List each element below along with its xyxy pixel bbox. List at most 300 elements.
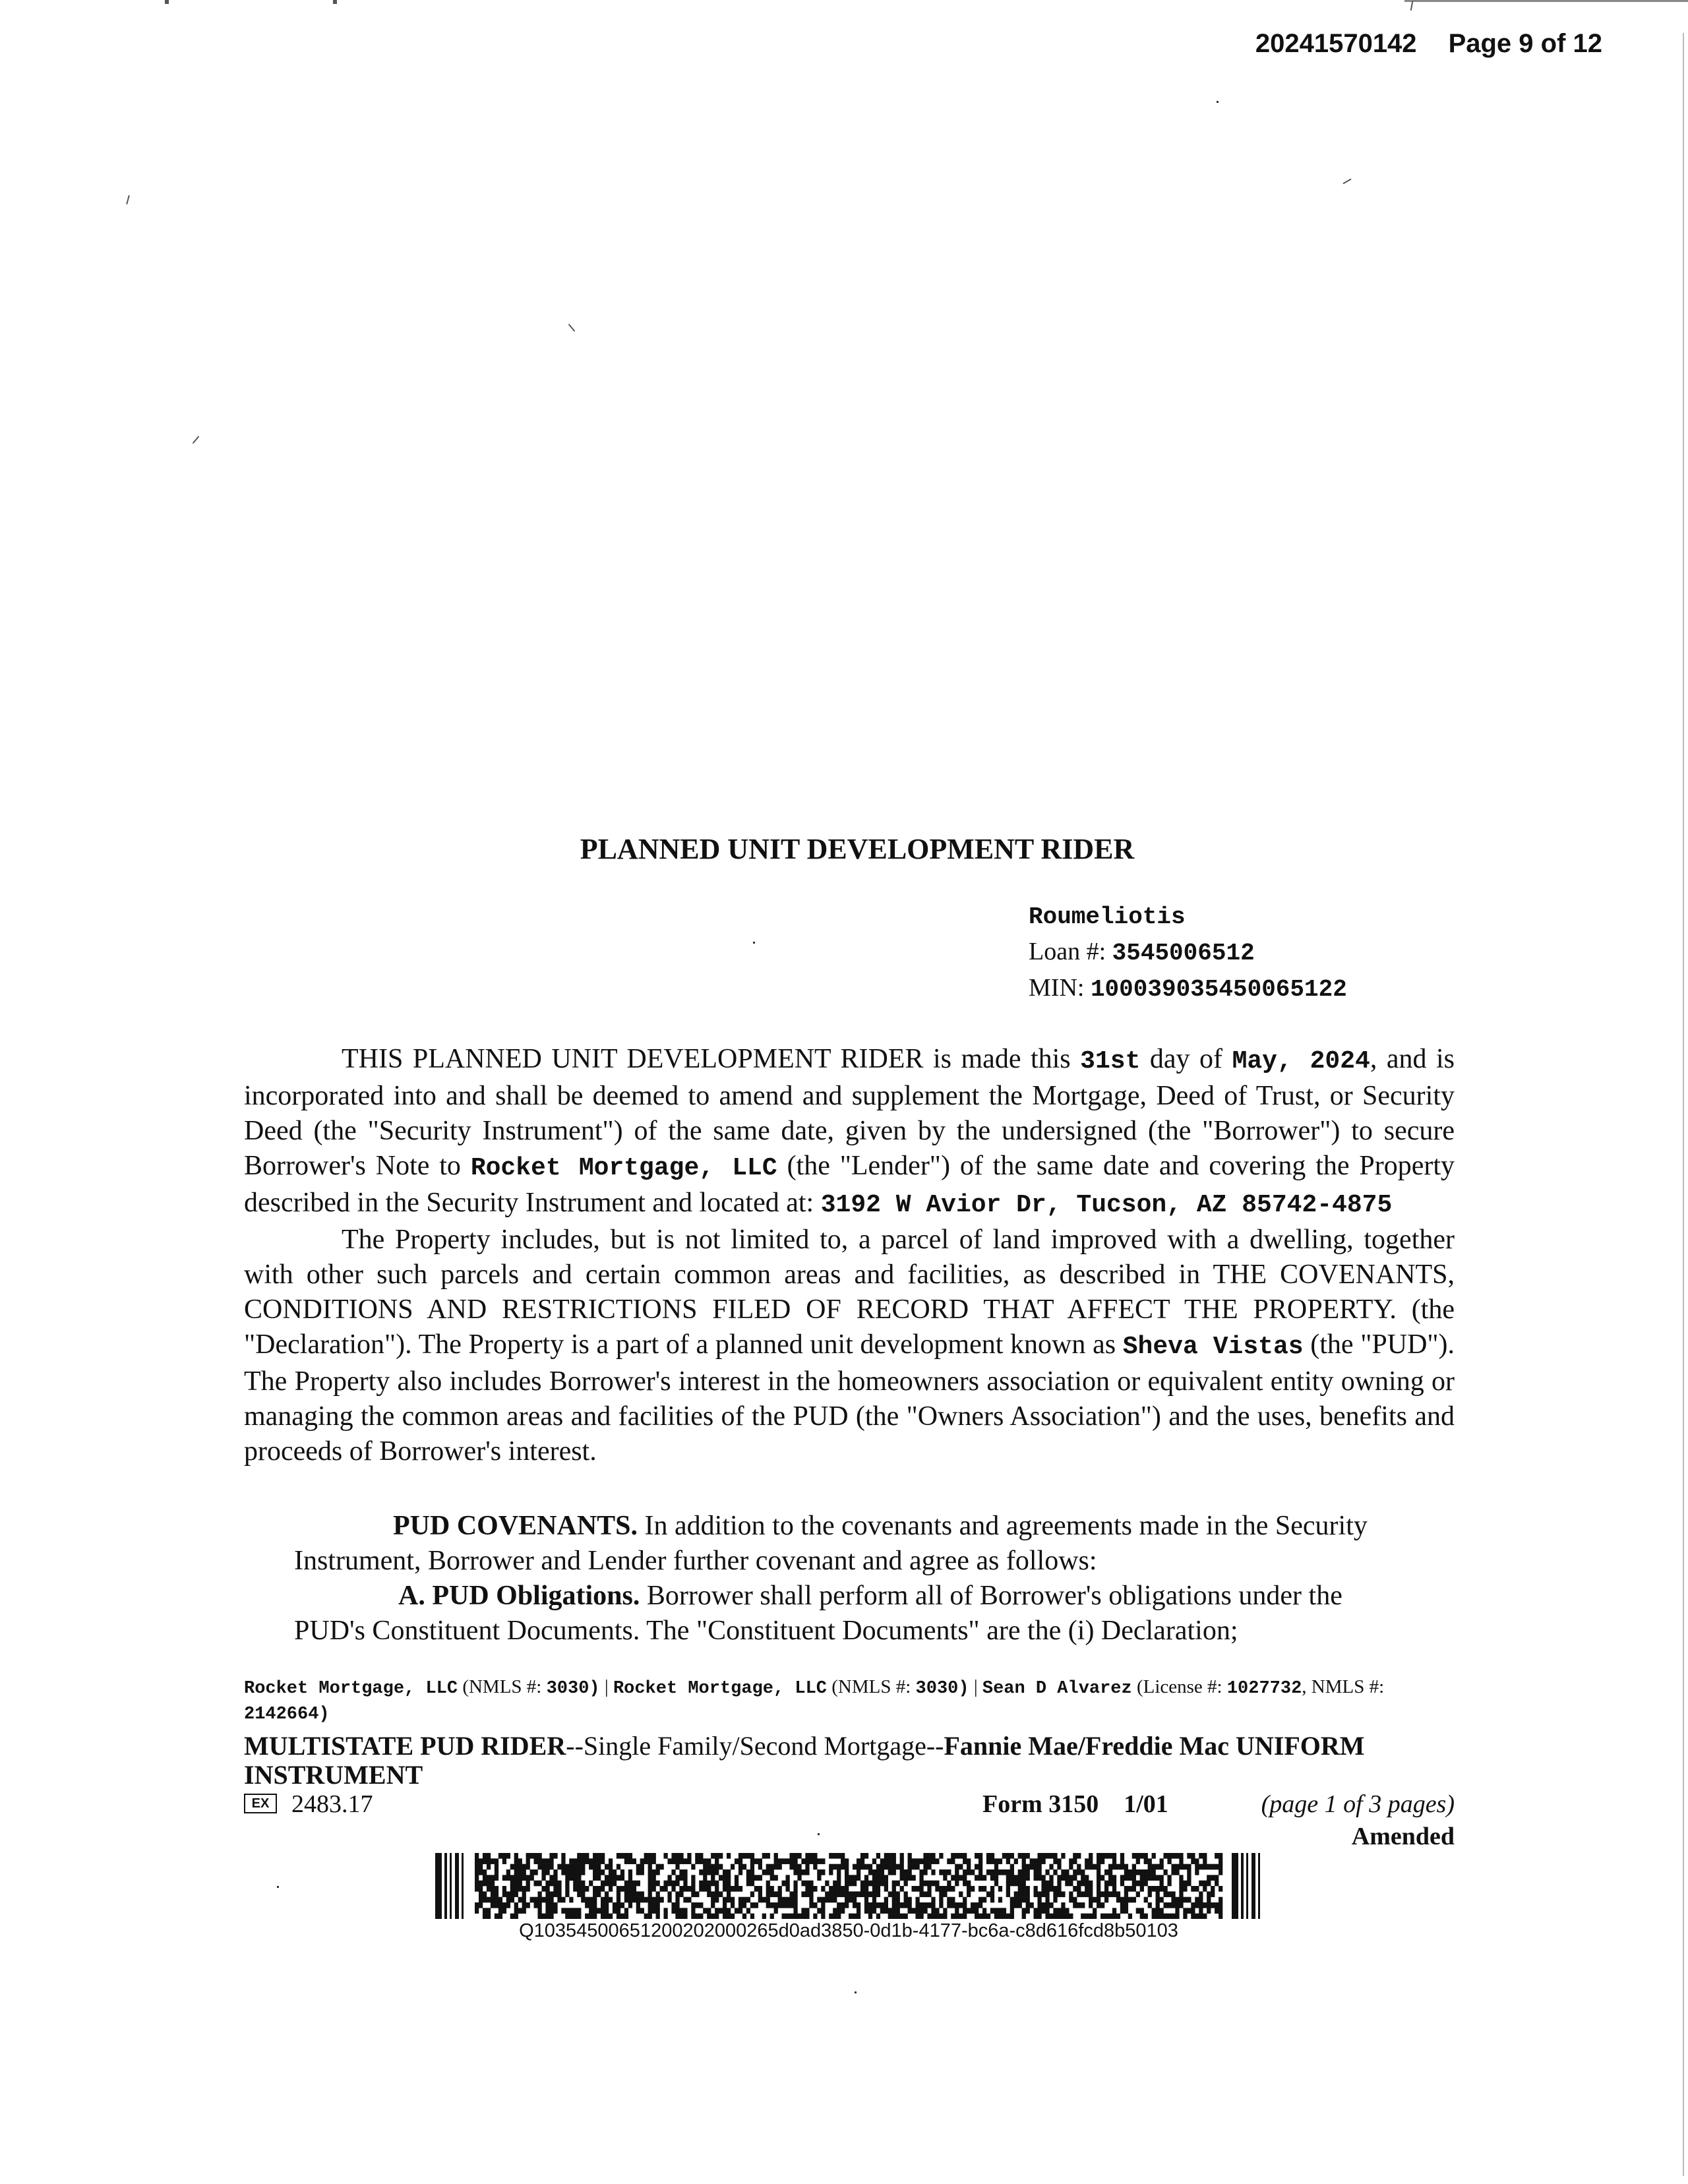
barcode-module (628, 1886, 632, 1892)
barcode-module (789, 1914, 793, 1919)
barcode-module (632, 1881, 636, 1887)
barcode-module (573, 1914, 577, 1919)
barcode-module (1104, 1869, 1108, 1875)
barcode-module (711, 1869, 715, 1875)
barcode-module (1191, 1886, 1195, 1892)
barcode-module (1171, 1864, 1175, 1870)
barcode-module (837, 1875, 841, 1881)
barcode-module (1065, 1869, 1069, 1875)
barcode-module (1045, 1853, 1049, 1859)
barcode-module (900, 1886, 904, 1892)
barcode-module (589, 1908, 593, 1914)
barcode-module (770, 1914, 774, 1919)
barcode-module (491, 1886, 495, 1892)
barcode-module (707, 1908, 711, 1914)
barcode-module (1034, 1891, 1038, 1897)
barcode-module (715, 1891, 719, 1897)
barcode-module (581, 1864, 585, 1870)
barcode-module (487, 1897, 491, 1903)
barcode-module (660, 1886, 664, 1892)
barcode-module (935, 1886, 939, 1892)
barcode-module (1061, 1875, 1065, 1881)
barcode-bar (1251, 1853, 1255, 1919)
barcode-module (530, 1869, 534, 1875)
barcode-module (605, 1864, 609, 1870)
barcode-module (518, 1908, 522, 1914)
amended-label: Amended (1351, 1823, 1455, 1850)
barcode-module (872, 1875, 876, 1881)
barcode-module (1041, 1891, 1045, 1897)
barcode-module (864, 1897, 868, 1903)
barcode-module (585, 1914, 589, 1919)
barcode-module (1140, 1875, 1144, 1881)
barcode-module (849, 1875, 853, 1881)
barcode-module (1104, 1891, 1108, 1897)
barcode-module (518, 1881, 522, 1887)
barcode-module (1187, 1908, 1191, 1914)
footer-text: , NMLS #: (1302, 1676, 1385, 1697)
barcode-module (731, 1914, 735, 1919)
barcode-module (888, 1864, 892, 1870)
barcode-module (593, 1853, 597, 1859)
barcode-module (605, 1908, 609, 1914)
barcode-module (990, 1891, 994, 1897)
barcode-module (526, 1853, 530, 1859)
barcode-module (1144, 1858, 1148, 1864)
barcode-module (1160, 1864, 1164, 1870)
barcode-module (514, 1902, 518, 1908)
barcode-module (979, 1858, 982, 1864)
barcode-module (628, 1875, 632, 1881)
barcode-module (652, 1902, 656, 1908)
barcode-module (939, 1902, 943, 1908)
barcode-module (793, 1914, 797, 1919)
barcode-module (915, 1886, 919, 1892)
barcode-module (868, 1869, 872, 1875)
barcode-module (561, 1864, 565, 1870)
barcode-module (1179, 1875, 1183, 1881)
barcode-module (683, 1886, 687, 1892)
barcode-module (557, 1891, 561, 1897)
barcode-module (1136, 1858, 1140, 1864)
barcode-module (789, 1891, 793, 1897)
barcode-module (1207, 1864, 1211, 1870)
barcode-module (923, 1869, 927, 1875)
barcode-module (849, 1881, 853, 1887)
barcode-module (986, 1914, 990, 1919)
barcode-module (541, 1886, 545, 1892)
barcode-module (982, 1908, 986, 1914)
barcode-module (896, 1897, 900, 1903)
barcode-module (923, 1881, 927, 1887)
barcode-module (1077, 1864, 1081, 1870)
barcode-module (1026, 1853, 1030, 1859)
barcode-module (1073, 1886, 1077, 1892)
barcode-module (837, 1864, 841, 1870)
barcode-module (537, 1908, 541, 1914)
barcode-module (982, 1886, 986, 1892)
barcode-module (786, 1902, 790, 1908)
form-code: 2483.17 (291, 1790, 373, 1818)
barcode-module (742, 1902, 746, 1908)
barcode-module (1085, 1881, 1089, 1887)
barcode-module (1081, 1891, 1085, 1897)
barcode-module (475, 1902, 479, 1908)
barcode-module (1160, 1914, 1164, 1919)
barcode-module (1124, 1869, 1128, 1875)
barcode-module (786, 1897, 790, 1903)
barcode-module (487, 1886, 491, 1892)
barcode-module (1045, 1902, 1049, 1908)
barcode-module (711, 1914, 715, 1919)
barcode-module (864, 1908, 868, 1914)
barcode-module (975, 1864, 979, 1870)
barcode-module (1132, 1853, 1136, 1859)
barcode-module (691, 1914, 695, 1919)
barcode-module (1085, 1875, 1089, 1881)
barcode-module (1132, 1897, 1136, 1903)
barcode-module (648, 1875, 652, 1881)
barcode-module (884, 1886, 888, 1892)
barcode-module (1120, 1881, 1124, 1887)
barcode-module (857, 1858, 860, 1864)
barcode-module (880, 1902, 884, 1908)
barcode-module (845, 1881, 849, 1887)
barcode-module (1160, 1875, 1164, 1881)
barcode-module (1014, 1875, 1018, 1881)
rider-text: THIS PLANNED UNIT DEVELOPMENT RIDER is made this (342, 1044, 1071, 1074)
barcode-module (1037, 1897, 1041, 1903)
barcode-module (1144, 1869, 1148, 1875)
barcode-module (683, 1858, 687, 1864)
barcode-module (1022, 1858, 1026, 1864)
barcode-module (872, 1897, 876, 1903)
barcode-module (998, 1897, 1002, 1903)
barcode-module (715, 1886, 719, 1892)
barcode-module (652, 1869, 656, 1875)
barcode-module (573, 1886, 577, 1892)
barcode-module (1171, 1902, 1175, 1908)
barcode-module (750, 1853, 754, 1859)
barcode-module (1041, 1875, 1045, 1881)
barcode-module (1219, 1897, 1222, 1903)
barcode-module (880, 1908, 884, 1914)
barcode-module (1018, 1875, 1022, 1881)
barcode-module (1093, 1897, 1097, 1903)
barcode-module (888, 1914, 892, 1919)
barcode-module (959, 1914, 963, 1919)
barcode-module (943, 1908, 947, 1914)
barcode-module (526, 1864, 530, 1870)
barcode-module (1010, 1914, 1014, 1919)
barcode-module (1167, 1853, 1171, 1859)
barcode-module (1108, 1869, 1112, 1875)
barcode-module (904, 1914, 908, 1919)
barcode-module (746, 1897, 750, 1903)
barcode-module (1191, 1853, 1195, 1859)
barcode-module (821, 1897, 825, 1903)
barcode-module (581, 1886, 585, 1892)
barcode-module (805, 1891, 809, 1897)
barcode-module (1175, 1908, 1179, 1914)
barcode-module (900, 1914, 904, 1919)
barcode-module (1010, 1902, 1014, 1908)
barcode-module (675, 1902, 679, 1908)
barcode-module (793, 1908, 797, 1914)
property-address: 3192 W Avior Dr, Tucson, AZ 85742-4875 (820, 1191, 1393, 1219)
barcode-module (1030, 1858, 1034, 1864)
barcode-module (872, 1902, 876, 1908)
barcode-module (845, 1864, 849, 1870)
barcode-module (514, 1864, 518, 1870)
barcode-module (675, 1908, 679, 1914)
barcode-module (931, 1858, 935, 1864)
barcode-module (857, 1914, 860, 1919)
barcode-module (1219, 1853, 1222, 1859)
barcode-module (833, 1853, 837, 1859)
barcode-module (1057, 1891, 1061, 1897)
barcode-module (581, 1897, 585, 1903)
barcode-module (1108, 1853, 1112, 1859)
barcode-module (632, 1891, 636, 1897)
barcode-module (809, 1853, 813, 1859)
barcode-module (510, 1897, 514, 1903)
barcode-module (565, 1869, 569, 1875)
barcode-module (990, 1886, 994, 1892)
barcode-module (1144, 1875, 1148, 1881)
barcode-module (864, 1853, 868, 1859)
covenant-a (294, 1579, 1404, 1649)
covenants-heading: PUD COVENANTS. (393, 1511, 638, 1541)
barcode-module (620, 1914, 624, 1919)
rider-paragraph-1 (244, 1042, 1455, 1223)
barcode-module (789, 1858, 793, 1864)
barcode-module (797, 1853, 801, 1859)
barcode-module (1026, 1869, 1030, 1875)
barcode-module (868, 1881, 872, 1887)
barcode-module (900, 1902, 904, 1908)
barcode-module (518, 1875, 522, 1881)
barcode-module (617, 1853, 620, 1859)
barcode-module (723, 1886, 727, 1892)
barcode-module (545, 1897, 549, 1903)
barcode-module (589, 1902, 593, 1908)
barcode-module (530, 1875, 534, 1881)
barcode-module (821, 1858, 825, 1864)
barcode-module (758, 1886, 762, 1892)
barcode-module (829, 1914, 833, 1919)
barcode-module (502, 1891, 506, 1897)
barcode-module (1022, 1853, 1026, 1859)
barcode-module (813, 1858, 817, 1864)
barcode-module (888, 1858, 892, 1864)
barcode-module (534, 1902, 538, 1908)
barcode-module (1061, 1914, 1065, 1919)
barcode-module (495, 1897, 498, 1903)
barcode-module (719, 1875, 723, 1881)
barcode-module (624, 1891, 628, 1897)
barcode-module (1128, 1875, 1132, 1881)
barcode-module (1156, 1864, 1160, 1870)
barcode-module (1203, 1853, 1207, 1859)
barcode-module (872, 1908, 876, 1914)
scan-speck (1342, 179, 1351, 185)
barcode-module (1049, 1881, 1053, 1887)
barcode-module (864, 1886, 868, 1892)
barcode-module (1120, 1902, 1124, 1908)
barcode-module (537, 1864, 541, 1870)
barcode-module (1132, 1875, 1136, 1881)
barcode-module (1116, 1864, 1120, 1870)
barcode-module (849, 1914, 853, 1919)
barcode-module (1006, 1886, 1010, 1892)
barcode-module (1026, 1864, 1030, 1870)
barcode-module (986, 1869, 990, 1875)
barcode-module (549, 1864, 553, 1870)
barcode-module (1014, 1858, 1018, 1864)
barcode-module (911, 1908, 915, 1914)
barcode-module (1112, 1886, 1116, 1892)
footer-text: (License #: (1136, 1676, 1222, 1697)
barcode-module (593, 1891, 597, 1897)
barcode-module (498, 1902, 502, 1908)
barcode-module (778, 1858, 782, 1864)
barcode-module (971, 1902, 975, 1908)
barcode-module (975, 1875, 979, 1881)
barcode-module (687, 1858, 691, 1864)
barcode-module (577, 1914, 581, 1919)
barcode-module (908, 1864, 912, 1870)
barcode-module (908, 1869, 912, 1875)
barcode-module (923, 1864, 927, 1870)
barcode-module (939, 1914, 943, 1919)
barcode-module (656, 1908, 660, 1914)
barcode-module (624, 1897, 628, 1903)
barcode-module (561, 1897, 565, 1903)
barcode-module (1120, 1864, 1124, 1870)
barcode-module (557, 1897, 561, 1903)
barcode-module (955, 1908, 959, 1914)
barcode-module (1215, 1853, 1219, 1859)
barcode-module (1069, 1897, 1073, 1903)
barcode-module (671, 1881, 675, 1887)
barcode-module (495, 1886, 498, 1892)
barcode-module (707, 1914, 711, 1919)
footer-lender: Rocket Mortgage, LLC (613, 1679, 827, 1699)
barcode-module (911, 1886, 915, 1892)
barcode-module (534, 1881, 538, 1887)
barcode-module (915, 1864, 919, 1870)
barcode-module (660, 1864, 664, 1870)
barcode-module (522, 1897, 526, 1903)
barcode-module (723, 1914, 727, 1919)
barcode-module (1006, 1881, 1010, 1887)
barcode-module (479, 1886, 483, 1892)
barcode-module (683, 1908, 687, 1914)
barcode-module (864, 1902, 868, 1908)
barcode-module (971, 1869, 975, 1875)
barcode-module (553, 1881, 557, 1887)
barcode-module (506, 1897, 510, 1903)
barcode-module (1002, 1853, 1006, 1859)
barcode-module (1108, 1881, 1112, 1887)
barcode-module (1053, 1908, 1057, 1914)
barcode-module (1112, 1914, 1116, 1919)
barcode-module (1175, 1897, 1179, 1903)
barcode-module (789, 1897, 793, 1903)
barcode-module (833, 1908, 837, 1914)
barcode-module (573, 1858, 577, 1864)
barcode-module (845, 1869, 849, 1875)
barcode-module (1199, 1897, 1203, 1903)
barcode-module (908, 1902, 912, 1908)
barcode-module (825, 1891, 829, 1897)
barcode-module (483, 1881, 487, 1887)
barcode-module (679, 1914, 683, 1919)
barcode-module (805, 1853, 809, 1859)
barcode-module (731, 1864, 735, 1870)
barcode-module (774, 1853, 778, 1859)
barcode-module (518, 1869, 522, 1875)
barcode-module (644, 1897, 648, 1903)
barcode-module (707, 1858, 711, 1864)
barcode-module (495, 1858, 498, 1864)
barcode-module (915, 1858, 919, 1864)
barcode-module (841, 1858, 845, 1864)
barcode-module (731, 1902, 735, 1908)
barcode-module (750, 1864, 754, 1870)
barcode-module (495, 1875, 498, 1881)
barcode-module (589, 1858, 593, 1864)
barcode-module (1104, 1886, 1108, 1892)
barcode-module (1179, 1864, 1183, 1870)
barcode-module (758, 1864, 762, 1870)
barcode-module (1207, 1891, 1211, 1897)
barcode-module (1207, 1897, 1211, 1903)
barcode-module (553, 1853, 557, 1859)
barcode-module (904, 1902, 908, 1908)
barcode-module (896, 1914, 900, 1919)
barcode-module (770, 1864, 774, 1870)
barcode-module (1041, 1886, 1045, 1892)
barcode-module (1085, 1858, 1089, 1864)
barcode-module (801, 1869, 805, 1875)
barcode-module (986, 1891, 990, 1897)
barcode-module (617, 1914, 620, 1919)
barcode-module (683, 1897, 687, 1903)
barcode-module (738, 1869, 742, 1875)
barcode-module (483, 1908, 487, 1914)
barcode-module (876, 1886, 880, 1892)
barcode-module (793, 1869, 797, 1875)
barcode-module (1148, 1864, 1152, 1870)
form-title-bold: MULTISTATE PUD RIDER (244, 1731, 566, 1761)
barcode-module (553, 1902, 557, 1908)
barcode-module (577, 1869, 581, 1875)
barcode-module (1053, 1853, 1057, 1859)
barcode-module (715, 1864, 719, 1870)
barcode-module (1073, 1869, 1077, 1875)
barcode-module (876, 1875, 880, 1881)
barcode-module (868, 1864, 872, 1870)
barcode-module (817, 1908, 821, 1914)
barcode-module (774, 1902, 778, 1908)
barcode-module (959, 1891, 963, 1897)
barcode-module (1128, 1914, 1132, 1919)
barcode-bar (435, 1853, 442, 1919)
barcode-module (951, 1858, 955, 1864)
barcode-module (868, 1914, 872, 1919)
